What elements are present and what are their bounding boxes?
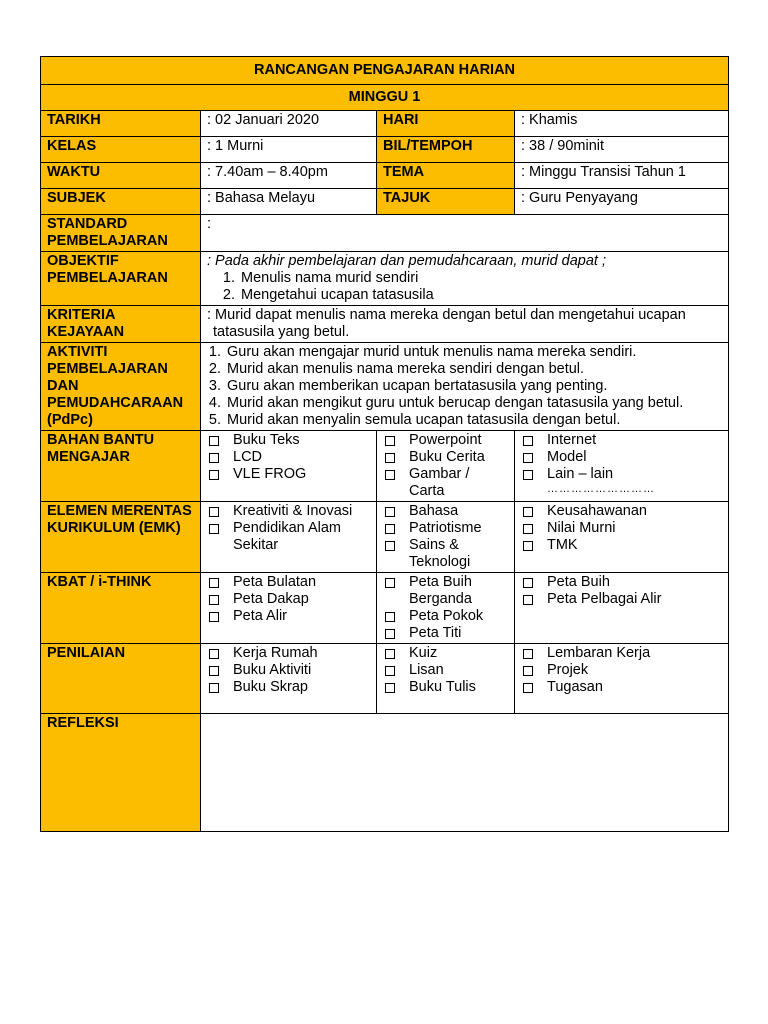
objektif-list (215, 270, 722, 304)
waktu-value: : 7.40am – 8.40pm (201, 163, 377, 189)
plan-title: RANCANGAN PENGAJARAN HARIAN (41, 57, 729, 85)
penilaian-label: PENILAIAN (41, 644, 201, 714)
lain-lain-dots: ……………………… (547, 483, 655, 495)
checkbox-item[interactable]: Kreativiti & Inovasi (207, 503, 370, 520)
emk-col-3 (515, 502, 729, 573)
objektif-label: OBJEKTIF PEMBELAJARAN (41, 252, 201, 306)
checkbox-item[interactable]: Lembaran Kerja (521, 645, 722, 662)
kelas-value: : 1 Murni (201, 137, 377, 163)
refleksi-value[interactable] (201, 714, 729, 832)
kriteria-line: tatasusila yang betul. (213, 324, 350, 340)
checkbox-item[interactable]: Kuiz (383, 645, 508, 662)
bbm-col-3 (515, 431, 729, 502)
checkbox-item[interactable]: Peta Dakap (207, 591, 370, 608)
tajuk-label: TAJUK (377, 189, 515, 215)
list-item: 1. Menulis nama murid sendiri (239, 270, 722, 287)
checkbox-item[interactable]: Peta Pokok (383, 608, 508, 625)
list-item: 3. Guru akan memberikan ucapan bertatasusila yang penting. (225, 378, 722, 395)
checkbox-item[interactable]: Peta Buih (521, 574, 722, 591)
refleksi-label: REFLEKSI (41, 714, 201, 832)
standard-value: : (201, 215, 729, 252)
checkbox-item[interactable]: Internet (521, 432, 722, 449)
checkbox-item[interactable]: Peta Alir (207, 608, 370, 625)
penilaian-col-2 (377, 644, 515, 714)
hari-value: : Khamis (515, 111, 729, 137)
checkbox-item[interactable]: Keusahawanan (521, 503, 722, 520)
subjek-label: SUBJEK (41, 189, 201, 215)
kriteria-line: : Murid dapat menulis nama mereka dengan betul dan mengetahui ucapan (207, 307, 686, 323)
kbat-col-2 (377, 573, 515, 644)
checkbox-item[interactable]: Nilai Murni (521, 520, 722, 537)
checkbox-item[interactable]: Kerja Rumah (207, 645, 370, 662)
emk-label: ELEMEN MERENTAS KURIKULUM (EMK) (41, 502, 201, 573)
checkbox-item[interactable]: Peta Pelbagai Alir (521, 591, 722, 608)
kbat-col-3 (515, 573, 729, 644)
tema-value: : Minggu Transisi Tahun 1 (515, 163, 729, 189)
checkbox-item[interactable]: Patriotisme (383, 520, 508, 537)
checkbox-item[interactable]: Projek (521, 662, 722, 679)
checkbox-item[interactable]: Peta Titi (383, 625, 508, 642)
waktu-label: WAKTU (41, 163, 201, 189)
kriteria-cell (201, 306, 729, 343)
emk-col-2 (377, 502, 515, 573)
checkbox-item[interactable]: Pendidikan Alam Sekitar (207, 520, 370, 554)
penilaian-col-1 (201, 644, 377, 714)
bil-tempoh-label: BIL/TEMPOH (377, 137, 515, 163)
checkbox-item[interactable]: Buku Cerita (383, 449, 508, 466)
list-item: 2. Mengetahui ucapan tatasusila (239, 287, 722, 304)
list-item: 2. Murid akan menulis nama mereka sendiri dengan betul. (225, 361, 722, 378)
checkbox-item[interactable]: LCD (207, 449, 370, 466)
lesson-plan-table (40, 56, 729, 832)
aktiviti-label: AKTIVITI PEMBELAJARAN DAN PEMUDAHCARAAN (PdPc) (41, 343, 201, 431)
list-item: 1. Guru akan mengajar murid untuk menulis nama mereka sendiri. (225, 344, 722, 361)
penilaian-col-3 (515, 644, 729, 714)
list-item: 5. Murid akan menyalin semula ucapan tatasusila dengan betul. (225, 412, 722, 429)
bbm-col-2 (377, 431, 515, 502)
week-label: MINGGU 1 (41, 85, 729, 111)
kelas-label: KELAS (41, 137, 201, 163)
aktiviti-list (207, 344, 722, 429)
kbat-col-1 (201, 573, 377, 644)
kbat-label: KBAT / i-THINK (41, 573, 201, 644)
checkbox-item[interactable]: Powerpoint (383, 432, 508, 449)
tarikh-label: TARIKH (41, 111, 201, 137)
aktiviti-cell (201, 343, 729, 431)
hari-label: HARI (377, 111, 515, 137)
kriteria-label: KRITERIA KEJAYAAN (41, 306, 201, 343)
checkbox-item[interactable]: Tugasan (521, 679, 722, 696)
checkbox-item[interactable]: Lisan (383, 662, 508, 679)
bbm-label: BAHAN BANTU MENGAJAR (41, 431, 201, 502)
list-item: 4. Murid akan mengikut guru untuk berucap dengan tatasusila yang betul. (225, 395, 722, 412)
checkbox-item[interactable]: VLE FROG (207, 466, 370, 483)
checkbox-item[interactable]: Bahasa (383, 503, 508, 520)
standard-label: STANDARD PEMBELAJARAN (41, 215, 201, 252)
checkbox-item[interactable]: Gambar / Carta (383, 466, 508, 500)
subjek-value: : Bahasa Melayu (201, 189, 377, 215)
tarikh-value: : 02 Januari 2020 (201, 111, 377, 137)
checkbox-item[interactable]: Sains & Teknologi (383, 537, 508, 571)
checkbox-item[interactable]: Model (521, 449, 722, 466)
checkbox-item[interactable]: Buku Teks (207, 432, 370, 449)
checkbox-item[interactable]: Lain – lain (521, 466, 722, 483)
bil-tempoh-value: : 38 / 90minit (515, 137, 729, 163)
objektif-cell (201, 252, 729, 306)
checkbox-item[interactable]: TMK (521, 537, 722, 554)
checkbox-item[interactable]: Buku Tulis (383, 679, 508, 696)
bbm-col-1 (201, 431, 377, 502)
emk-col-1 (201, 502, 377, 573)
checkbox-item[interactable]: Peta Buih Berganda (383, 574, 508, 608)
tajuk-value: : Guru Penyayang (515, 189, 729, 215)
checkbox-item[interactable]: Buku Aktiviti (207, 662, 370, 679)
tema-label: TEMA (377, 163, 515, 189)
objektif-intro: : Pada akhir pembelajaran dan pemudahcaraan, murid dapat ; (207, 253, 607, 269)
checkbox-item[interactable]: Peta Bulatan (207, 574, 370, 591)
checkbox-item[interactable]: Buku Skrap (207, 679, 370, 696)
